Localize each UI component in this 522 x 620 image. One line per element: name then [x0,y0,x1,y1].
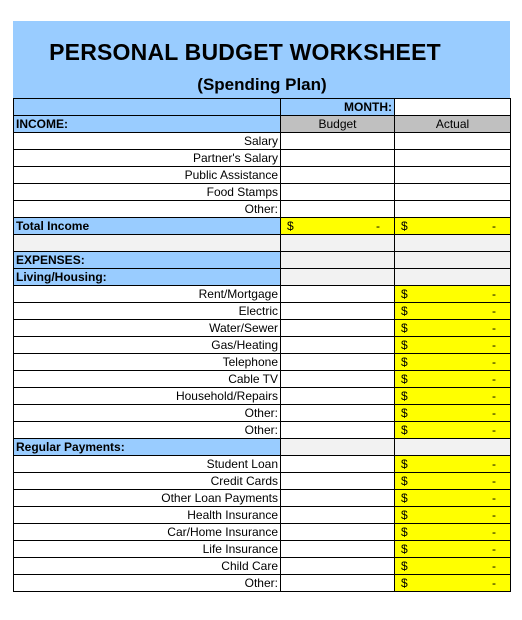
month-input-cell[interactable] [395,99,511,116]
total-income-label: Total Income [14,218,281,235]
amount-dash: - [492,372,496,386]
income-budget-cell[interactable] [281,167,395,184]
spacer-cell [281,269,395,286]
living-expense-budget-cell[interactable] [281,422,395,439]
living-expense-item-label: Other: [14,422,281,439]
month-label: MONTH: [281,99,395,116]
currency-symbol: $ [401,219,408,233]
income-actual-cell[interactable] [395,167,511,184]
budget-worksheet [13,21,510,592]
regular-payment-item-label: Other Loan Payments [14,490,281,507]
regular-payment-budget-cell[interactable] [281,490,395,507]
income-actual-cell[interactable] [395,150,511,167]
amount-dash: - [492,321,496,335]
living-expense-row [14,371,511,388]
regular-payment-row [14,524,511,541]
regular-payment-item-label: Car/Home Insurance [14,524,281,541]
regular-payment-item-label: Other: [14,575,281,592]
income-item-label: Other: [14,201,281,218]
spacer-cell [14,235,281,252]
amount-dash: - [492,474,496,488]
currency-symbol: $ [401,474,408,488]
income-row [14,167,511,184]
month-row [14,99,511,116]
regular-payment-budget-cell[interactable] [281,558,395,575]
amount-dash: - [492,338,496,352]
living-expense-item-label: Water/Sewer [14,320,281,337]
regular-payment-budget-cell[interactable] [281,524,395,541]
living-expense-row [14,303,511,320]
regular-payment-budget-cell[interactable] [281,507,395,524]
amount-dash: - [492,355,496,369]
currency-symbol: $ [401,304,408,318]
income-actual-cell[interactable] [395,201,511,218]
living-expense-item-label: Telephone [14,354,281,371]
regular-payment-actual-cell [395,507,511,524]
currency-symbol: $ [401,287,408,301]
regular-payment-item-label: Life Insurance [14,541,281,558]
living-expense-row [14,320,511,337]
currency-symbol: $ [401,423,408,437]
living-expense-actual-cell [395,422,511,439]
living-expense-actual-cell [395,337,511,354]
total-income-budget [281,218,395,235]
spacer-row [14,235,511,252]
income-budget-cell[interactable] [281,184,395,201]
regular-payments-heading: Regular Payments: [14,439,281,456]
amount-dash: - [492,457,496,471]
currency-symbol: $ [401,372,408,386]
expenses-heading: EXPENSES: [14,252,281,269]
amount-dash: - [492,542,496,556]
living-expense-actual-cell [395,405,511,422]
income-actual-cell[interactable] [395,133,511,150]
living-expense-budget-cell[interactable] [281,354,395,371]
currency-symbol: $ [401,321,408,335]
regular-payment-item-label: Health Insurance [14,507,281,524]
regular-payment-budget-cell[interactable] [281,456,395,473]
living-expense-actual-cell [395,354,511,371]
spacer-cell [395,235,511,252]
living-housing-heading: Living/Housing: [14,269,281,286]
amount-dash: - [492,508,496,522]
living-expense-budget-cell[interactable] [281,371,395,388]
regular-payment-row [14,575,511,592]
regular-payment-actual-cell [395,473,511,490]
regular-payment-row [14,558,511,575]
currency-symbol: $ [401,542,408,556]
amount-dash: - [492,287,496,301]
living-expense-actual-cell [395,371,511,388]
actual-column-header: Actual [395,116,511,133]
amount-dash: - [492,491,496,505]
income-item-label: Salary [14,133,281,150]
amount-dash: - [492,559,496,573]
living-expense-item-label: Cable TV [14,371,281,388]
regular-payment-actual-cell [395,575,511,592]
living-expense-row [14,354,511,371]
regular-payment-budget-cell[interactable] [281,473,395,490]
amount-dash: - [492,525,496,539]
living-expense-row [14,337,511,354]
income-heading: INCOME: [14,116,281,133]
currency-symbol: $ [287,219,294,233]
amount-dash: - [492,576,496,590]
amount-dash: - [492,423,496,437]
worksheet-subtitle: (Spending Plan) [197,75,327,94]
regular-payment-row [14,490,511,507]
regular-payment-actual-cell [395,490,511,507]
month-row-spacer [14,99,281,116]
income-row [14,201,511,218]
currency-symbol: $ [401,457,408,471]
expenses-heading-row [14,252,511,269]
regular-payment-item-label: Student Loan [14,456,281,473]
currency-symbol: $ [401,508,408,522]
living-expense-budget-cell[interactable] [281,320,395,337]
living-expense-row [14,286,511,303]
living-expense-item-label: Rent/Mortgage [14,286,281,303]
living-expense-budget-cell[interactable] [281,405,395,422]
living-expense-budget-cell[interactable] [281,303,395,320]
living-expense-budget-cell[interactable] [281,388,395,405]
income-row [14,184,511,201]
income-item-label: Partner's Salary [14,150,281,167]
living-expense-item-label: Gas/Heating [14,337,281,354]
regular-payment-row [14,507,511,524]
regular-payment-item-label: Credit Cards [14,473,281,490]
living-heading-row [14,269,511,286]
living-expense-budget-cell[interactable] [281,337,395,354]
spacer-cell [395,439,511,456]
amount-dash: - [492,304,496,318]
living-expense-row [14,405,511,422]
income-item-label: Public Assistance [14,167,281,184]
regular-payment-row [14,473,511,490]
living-expense-row [14,388,511,405]
living-expense-item-label: Household/Repairs [14,388,281,405]
living-expense-item-label: Other: [14,405,281,422]
regular-payment-row [14,456,511,473]
regular-payment-actual-cell [395,524,511,541]
living-expense-actual-cell [395,320,511,337]
amount-dash: - [376,219,380,233]
regular-payment-row [14,541,511,558]
spacer-cell [281,439,395,456]
regular-payment-budget-cell[interactable] [281,575,395,592]
spacer-cell [395,252,511,269]
regular-payment-item-label: Child Care [14,558,281,575]
amount-dash: - [492,389,496,403]
regular-payment-actual-cell [395,541,511,558]
worksheet-title: PERSONAL BUDGET WORKSHEET [49,39,441,65]
living-expense-budget-cell[interactable] [281,286,395,303]
living-expense-item-label: Electric [14,303,281,320]
currency-symbol: $ [401,355,408,369]
regular-payment-actual-cell [395,558,511,575]
living-expense-actual-cell [395,303,511,320]
income-budget-cell[interactable] [281,201,395,218]
spacer-cell [395,269,511,286]
currency-symbol: $ [401,491,408,505]
currency-symbol: $ [401,576,408,590]
income-actual-cell[interactable] [395,184,511,201]
total-income-actual [395,218,511,235]
income-budget-cell[interactable] [281,150,395,167]
spacer-cell [281,252,395,269]
income-budget-cell[interactable] [281,133,395,150]
regular-payment-budget-cell[interactable] [281,541,395,558]
income-row [14,150,511,167]
income-row [14,133,511,150]
currency-symbol: $ [401,338,408,352]
amount-dash: - [492,406,496,420]
currency-symbol: $ [401,559,408,573]
budget-column-header: Budget [281,116,395,133]
living-expense-actual-cell [395,388,511,405]
worksheet-header [13,21,510,98]
budget-table [13,98,511,592]
living-expense-row [14,422,511,439]
living-expense-actual-cell [395,286,511,303]
income-heading-row [14,116,511,133]
currency-symbol: $ [401,525,408,539]
spacer-cell [281,235,395,252]
regular-heading-row [14,439,511,456]
regular-payment-actual-cell [395,456,511,473]
currency-symbol: $ [401,389,408,403]
currency-symbol: $ [401,406,408,420]
total-income-row [14,218,511,235]
income-item-label: Food Stamps [14,184,281,201]
amount-dash: - [492,219,496,233]
